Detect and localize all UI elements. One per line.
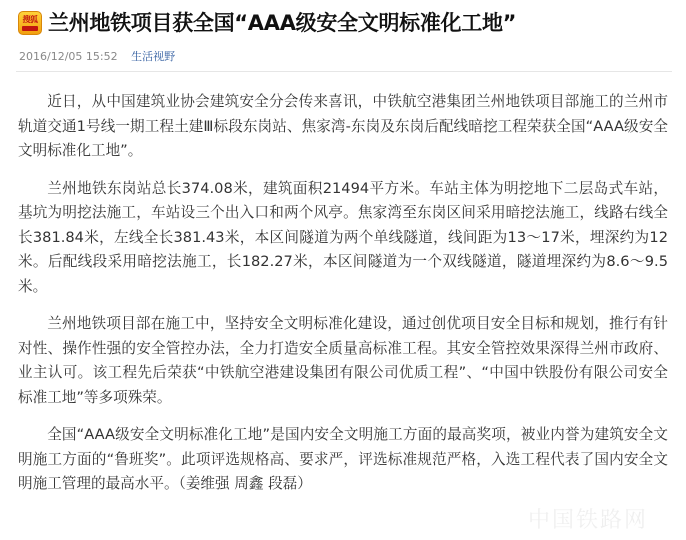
article-meta: [19, 50, 175, 64]
logo-bar: [22, 26, 38, 31]
site-watermark: 中国铁路网: [527, 508, 648, 533]
article-header: [0, 0, 686, 44]
article-paragraph-4: 全国“AAA级安全文明标准化工地”是国内安全文明施工方面的最高奖项，被业内誉为建筑安全文明施工方面的“鲁班奖”。此项评选规格高、要求严，评选标准规范严格，入选工程代表了国内安全文明施工管理的最高水平。（姜维强 周鑫 段磊）: [18, 426, 668, 492]
article-paragraph-1: 近日，从中国建筑业协会建筑安全分会传来喜讯，中铁航空港集团兰州地铁项目部施工的兰州市轨道交通1号线一期工程土建Ⅲ标段东岗站、焦家湾-东岗及东岗后配线暗挖工程荣获全国“AAA级安全文明标准化工地”。: [18, 93, 668, 159]
source-icon-label: 搜狐: [22, 15, 38, 24]
article-paragraph-3: 兰州地铁项目部在施工中，坚持安全文明标准化建设，通过创优项目安全目标和规划，推行有针对性、操作性强的安全管控办法，全力打造安全质量高标准工程。其安全管控效果深得兰州市政府、业主认可。该工程先后荣获“中铁航空港建设集团有限公司优质工程”、“中国中铁股份有限公司安全标准工地”等多项殊荣。: [18, 315, 668, 406]
channel-link[interactable]: 生活视野: [131, 50, 176, 63]
header-divider: [16, 71, 672, 72]
article-paragraph-2: 兰州地铁东岗站总长374.08米，建筑面积21494平方米。车站主体为明挖地下二层岛式车站，基坑为明挖法施工，车站设三个出入口和两个风亭。焦家湾至东岗区间采用暗挖法施工，线路右线全长381.84米，左线全长381.43米，本区间隧道为两个单线隧道，线间距为13～17米，埋深约为12米。后配线段采用暗挖法施工，长182.27米，本区间隧道为一个双线隧道，隧道埋深约为8.6～9.5米。: [18, 179, 668, 295]
page-title: 兰州地铁项目获全国“AAA级安全文明标准化工地”: [48, 11, 517, 35]
sohu-logo-icon[interactable]: [18, 11, 42, 35]
publish-datetime: 2016/12/05 15:52: [19, 50, 118, 63]
article-body: [18, 90, 668, 510]
